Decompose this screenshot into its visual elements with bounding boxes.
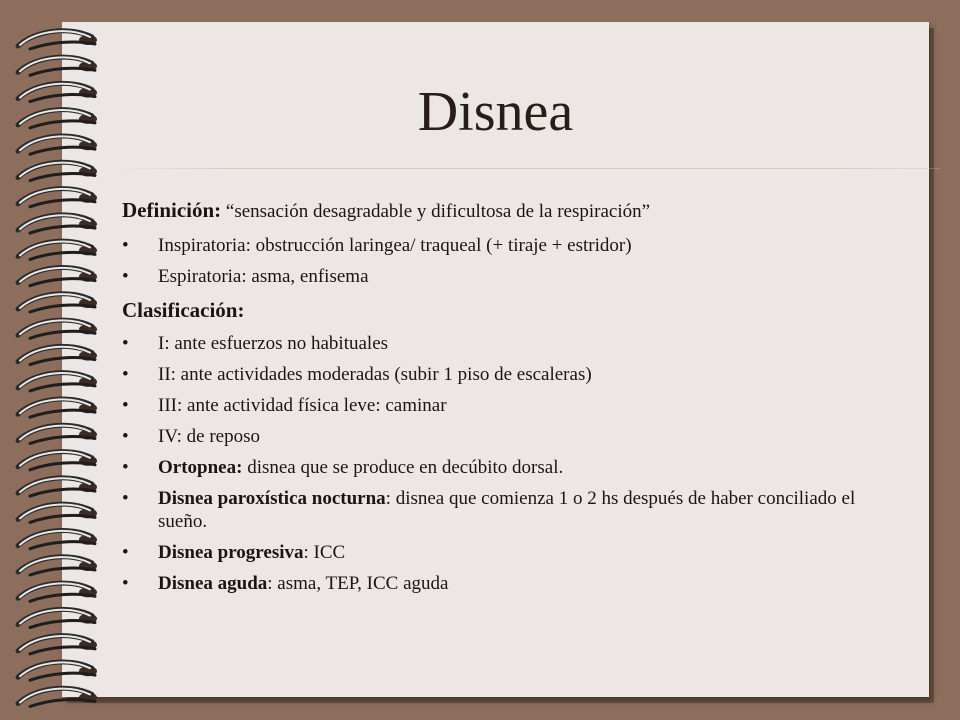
item-term: Disnea aguda <box>158 573 268 594</box>
bullet-marker: • <box>122 395 129 416</box>
list-item <box>122 541 902 564</box>
list-item <box>122 456 902 479</box>
item-text: Espiratoria: asma, enfisema <box>158 266 369 287</box>
spiral-ring <box>18 504 97 522</box>
spiral-ring <box>18 57 97 75</box>
bullet-marker: • <box>122 364 129 385</box>
definition-text: “sensación desagradable y dificultosa de la respiración” <box>221 201 651 222</box>
spiral-ring <box>18 478 97 496</box>
list-item <box>122 487 902 533</box>
spiral-ring <box>18 31 97 49</box>
list-item <box>122 425 902 448</box>
spiral-ring <box>18 609 97 627</box>
bullet-marker: • <box>122 457 129 478</box>
spiral-ring <box>18 241 97 259</box>
spiral-ring <box>18 110 97 128</box>
spiral-ring <box>18 688 97 706</box>
bullet-marker: • <box>122 333 129 354</box>
classification-label: Clasificación: <box>122 298 245 322</box>
spiral-ring <box>18 557 97 575</box>
bullet-marker: • <box>122 542 129 563</box>
classification-heading <box>122 298 902 322</box>
spiral-ring <box>18 399 97 417</box>
bullet-marker: • <box>122 426 129 447</box>
item-text: : asma, TEP, ICC aguda <box>267 573 449 594</box>
slide-body <box>122 198 902 595</box>
spiral-ring <box>18 189 97 207</box>
spiral-ring <box>18 162 97 180</box>
item-term: Disnea progresiva <box>158 542 304 563</box>
list-item <box>122 234 902 257</box>
spiral-ring <box>18 267 97 285</box>
spiral-binding <box>0 0 120 720</box>
title-divider <box>110 168 940 169</box>
list-item <box>122 265 902 288</box>
list-item <box>122 572 902 595</box>
spiral-ring <box>18 215 97 233</box>
bullet-marker: • <box>122 573 129 594</box>
definition-label: Definición: <box>122 198 222 222</box>
item-text: IV: de reposo <box>158 426 261 447</box>
spiral-ring <box>18 452 97 470</box>
spiral-ring <box>18 294 97 312</box>
spiral-ring <box>18 662 97 680</box>
spiral-ring <box>18 83 97 101</box>
spiral-ring <box>18 346 97 364</box>
slide-title: Disnea <box>417 81 574 143</box>
spiral-ring <box>18 373 97 391</box>
classification-list <box>122 332 902 595</box>
spiral-ring <box>18 425 97 443</box>
list-item <box>122 394 902 417</box>
definition-list <box>122 234 902 288</box>
item-text: III: ante actividad física leve: caminar <box>158 395 447 416</box>
item-text: II: ante actividades moderadas (subir 1 piso de escaleras) <box>158 364 592 385</box>
list-item <box>122 332 902 355</box>
item-term: Ortopnea: <box>158 457 243 478</box>
list-item <box>122 363 902 386</box>
bullet-marker: • <box>122 488 129 509</box>
bullet-marker: • <box>122 235 129 256</box>
spiral-ring <box>18 583 97 601</box>
spiral-ring <box>18 320 97 338</box>
item-text: I: ante esfuerzos no habituales <box>158 333 389 354</box>
spiral-ring <box>18 636 97 654</box>
definition-heading <box>122 198 902 224</box>
spiral-ring <box>18 530 97 548</box>
bullet-marker: • <box>122 266 129 287</box>
item-text: disnea que se produce en decúbito dorsal. <box>242 457 564 478</box>
item-term: Disnea paroxística nocturna <box>158 488 386 509</box>
item-text: Inspiratoria: obstrucción laringea/ traqueal (+ tiraje + estridor) <box>158 235 632 256</box>
item-text: : ICC <box>303 542 346 563</box>
item-text: : disnea que comienza 1 o 2 hs después de haber conciliado el sueño. <box>158 488 856 532</box>
spiral-ring <box>18 136 97 154</box>
